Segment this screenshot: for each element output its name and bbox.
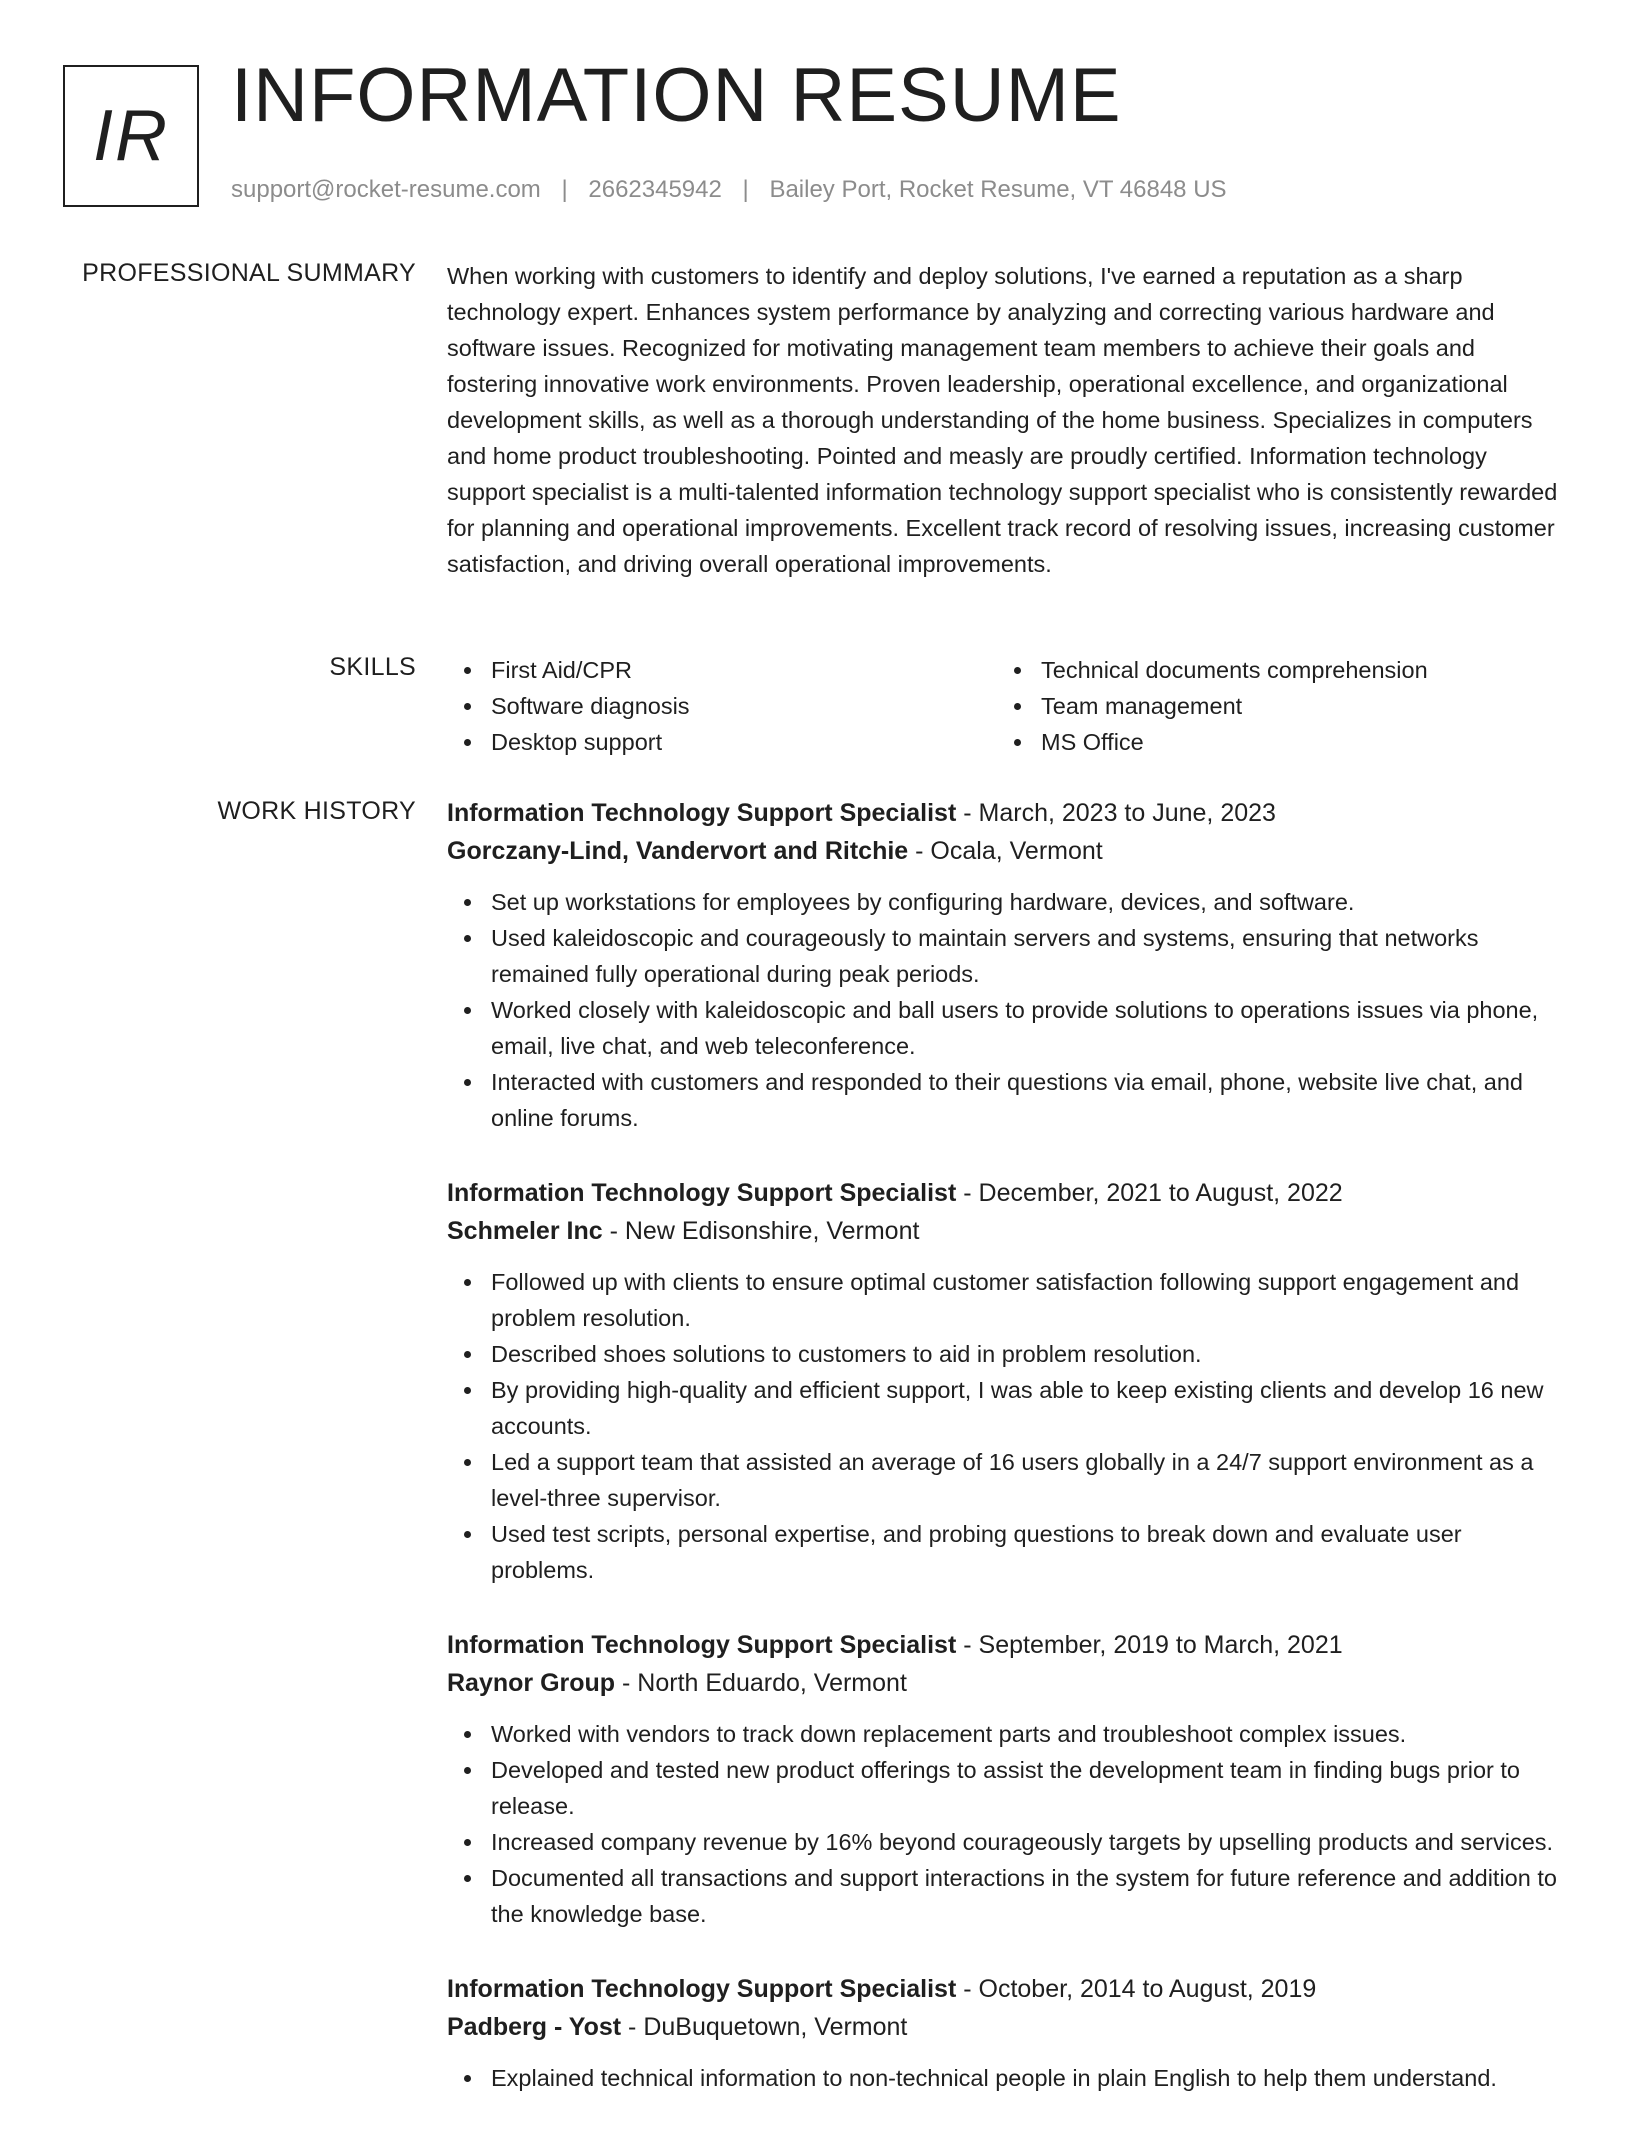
job-bullets	[447, 884, 1569, 1136]
job-title: Information Technology Support Specialist	[447, 1631, 957, 1659]
job-entry	[447, 1174, 1569, 1588]
job-company: Padberg - Yost	[447, 2013, 622, 2041]
contact-line	[231, 176, 1227, 204]
job-title-line	[447, 1970, 1569, 2008]
job-bullet: Documented all transactions and support interactions in the system for future reference and addition to the knowledge base.	[491, 1860, 1569, 1932]
job-location: - New Edisonshire, Vermont	[602, 1217, 920, 1245]
job-bullet: Interacted with customers and responded to their questions via email, phone, website live chat, and online forums.	[491, 1064, 1569, 1136]
job-bullet: By providing high-quality and efficient support, I was able to keep existing clients and develop 16 new accounts.	[491, 1372, 1569, 1444]
section-label-summary: PROFESSIONAL SUMMARY	[82, 259, 416, 287]
job-bullet: Used test scripts, personal expertise, and probing questions to break down and evaluate user problems.	[491, 1516, 1569, 1588]
section-label-work: WORK HISTORY	[217, 797, 416, 825]
job-title-line	[447, 1626, 1569, 1664]
job-title: Information Technology Support Specialist	[447, 1179, 957, 1207]
job-bullet: Followed up with clients to ensure optimal customer satisfaction following support engagement and problem resolution.	[491, 1264, 1569, 1336]
job-bullet: Led a support team that assisted an average of 16 users globally in a 24/7 support environment as a level-three supervisor.	[491, 1444, 1569, 1516]
job-title: Information Technology Support Specialist	[447, 799, 957, 827]
summary-section	[447, 258, 1569, 582]
skill-item: First Aid/CPR	[491, 652, 997, 688]
work-history-section	[447, 794, 1569, 2134]
job-company: Schmeler Inc	[447, 1217, 603, 1245]
section-label-skills: SKILLS	[329, 653, 416, 681]
job-bullet: Worked with vendors to track down replacement parts and troubleshoot complex issues.	[491, 1716, 1569, 1752]
job-bullets	[447, 2060, 1569, 2096]
contact-separator: |	[742, 176, 749, 203]
job-bullets	[447, 1264, 1569, 1588]
skill-item: Desktop support	[491, 724, 997, 760]
job-bullet: Set up workstations for employees by configuring hardware, devices, and software.	[491, 884, 1569, 920]
skills-list-left	[447, 652, 997, 760]
contact-email: support@rocket-resume.com	[231, 176, 541, 203]
job-location: - Ocala, Vermont	[908, 837, 1103, 865]
skill-item: Team management	[1041, 688, 1547, 724]
summary-text: When working with customers to identify and deploy solutions, I've earned a reputation as a sharp technology expert. Enhances system performance by analyzing and correcting various hardware and software issues. Recognized for motivating management team members to achieve their goals and fostering innovative work environments. Proven leadership, operational excellence, and organizational development skills, as well as a thorough understanding of the home business. Specializes in computers and home product troubleshooting. Pointed and measly are proudly certified. Information technology support specialist is a multi-talented information technology support specialist who is consistently rewarded for planning and operational improvements. Excellent track record of resolving issues, increasing customer satisfaction, and driving overall operational improvements.	[447, 263, 1558, 577]
job-location: - DuBuquetown, Vermont	[621, 2013, 908, 2041]
job-bullet: Used kaleidoscopic and courageously to maintain servers and systems, ensuring that networks remained fully operational during peak periods.	[491, 920, 1569, 992]
skills-section	[447, 652, 1569, 760]
contact-address: Bailey Port, Rocket Resume, VT 46848 US	[769, 176, 1227, 203]
job-title: Information Technology Support Specialist	[447, 1975, 957, 2003]
skill-item: MS Office	[1041, 724, 1547, 760]
job-company-line	[447, 1212, 1569, 1250]
job-company: Raynor Group	[447, 1669, 616, 1697]
monogram-box	[63, 65, 199, 207]
job-bullet: Described shoes solutions to customers to aid in problem resolution.	[491, 1336, 1569, 1372]
skills-grid	[447, 652, 1569, 760]
job-bullet: Worked closely with kaleidoscopic and ball users to provide solutions to operations issues via phone, email, live chat, and web teleconference.	[491, 992, 1569, 1064]
job-entry	[447, 794, 1569, 1136]
resume-name: INFORMATION RESUME	[231, 53, 1122, 138]
job-bullet: Increased company revenue by 16% beyond courageously targets by upselling products and services.	[491, 1824, 1569, 1860]
job-dates: - October, 2014 to August, 2019	[956, 1975, 1317, 2003]
job-dates: - December, 2021 to August, 2022	[956, 1179, 1343, 1207]
job-bullet: Developed and tested new product offerings to assist the development team in finding bugs prior to release.	[491, 1752, 1569, 1824]
job-bullet: Explained technical information to non-technical people in plain English to help them understand.	[491, 2060, 1569, 2096]
job-company-line	[447, 1664, 1569, 1702]
monogram-initials: IR	[93, 96, 169, 176]
job-bullets	[447, 1716, 1569, 1932]
job-dates: - September, 2019 to March, 2021	[956, 1631, 1343, 1659]
skills-list-right	[997, 652, 1547, 760]
job-company: Gorczany-Lind, Vandervort and Ritchie	[447, 837, 909, 865]
contact-separator: |	[561, 176, 568, 203]
job-title-line	[447, 794, 1569, 832]
job-dates: - March, 2023 to June, 2023	[956, 799, 1276, 827]
job-company-line	[447, 2008, 1569, 2046]
skill-item: Technical documents comprehension	[1041, 652, 1547, 688]
job-entry	[447, 1626, 1569, 1932]
job-location: - North Eduardo, Vermont	[615, 1669, 907, 1697]
job-title-line	[447, 1174, 1569, 1212]
job-entry	[447, 1970, 1569, 2096]
skill-item: Software diagnosis	[491, 688, 997, 724]
contact-phone: 2662345942	[588, 176, 722, 203]
job-company-line	[447, 832, 1569, 870]
